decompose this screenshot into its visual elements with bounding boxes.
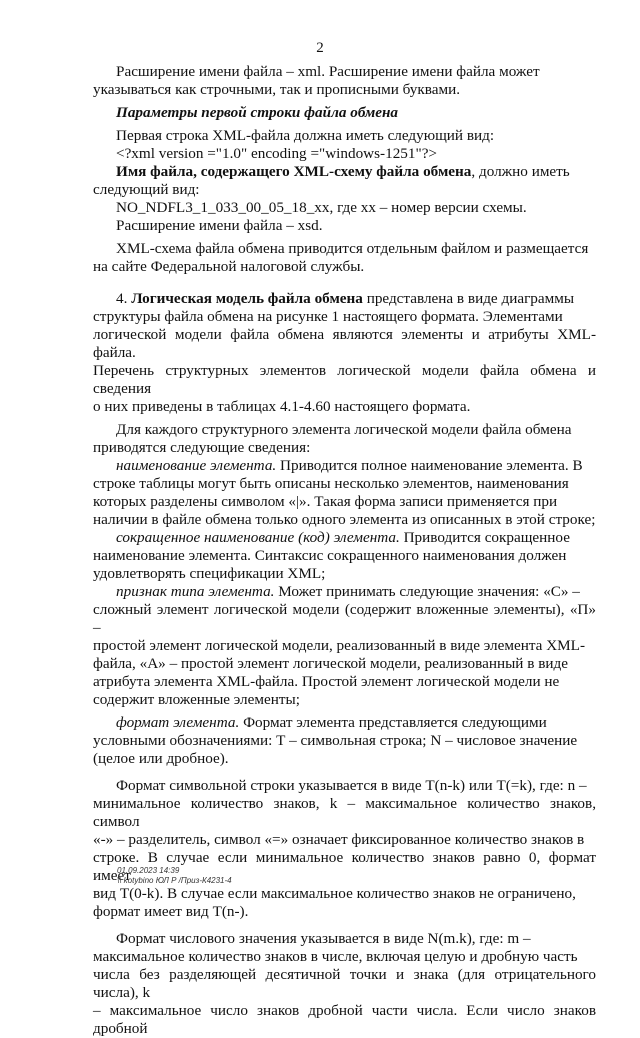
heading-text: Параметры первой строки файла обмена: [116, 104, 399, 121]
italic-term: признак типа элемента.: [116, 583, 275, 600]
text-line: NO_NDFL3_1_033_00_05_18_xx, где хх – номер версии схемы.: [116, 199, 527, 216]
text: Формат элемента представляется следующими: [239, 714, 547, 731]
text-line: Расширение имени файла – xsd.: [116, 217, 323, 234]
text-line: структуры файла обмена на рисунке 1 настоящего формата. Элементами: [93, 308, 563, 325]
text-line: сложный элемент логической модели (содержит вложенные элементы), «П» –: [93, 601, 596, 636]
page-number: 2: [316, 40, 324, 56]
text-line: вид Т(0-k). В случае если максимальное количество знаков не ограничено,: [93, 885, 576, 902]
text-line: «-» – разделитель, символ «=» означает фиксированное количество знаков в: [93, 831, 585, 848]
italic-term: формат элемента.: [116, 714, 240, 731]
italic-term: наименование элемента.: [116, 457, 277, 474]
paragraph: [93, 930, 596, 1038]
code-line: <?xml version ="1.0" encoding ="windows-1251"?>: [116, 145, 437, 162]
text-line: XML-схема файла обмена приводится отдельным файлом и размещается: [116, 240, 589, 257]
text-line: указываться как строчными, так и прописными буквами.: [93, 81, 461, 98]
paragraph: [93, 163, 596, 199]
text-line: Формат символьной строки указывается в виде Т(n-k) или T(=k), где: n –: [116, 777, 587, 794]
paragraph: [116, 199, 596, 235]
bold-text: Логическая модель файла обмена: [131, 290, 363, 307]
paragraph: [93, 290, 596, 416]
paragraph: [116, 127, 596, 163]
text-line: файла, «А» – простой элемент логической модели, реализованный в виде: [93, 655, 568, 672]
text-line: наличии в файле обмена только одного элемента из описанных в этой строке;: [93, 511, 596, 528]
text-line: логической модели файла обмена являются элементы и атрибуты XML-файла.: [93, 326, 596, 361]
paragraph: [93, 63, 596, 99]
text-line: максимальное количество знаков в числе, включая целую и дробную часть: [93, 948, 578, 965]
paragraph: [93, 240, 596, 276]
text-line: Расширение имени файла – xml. Расширение имени файла может: [116, 63, 540, 80]
item-number: 4.: [116, 290, 132, 307]
text-line: удовлетворять спецификации XML;: [93, 565, 326, 582]
text-line: содержит вложенные элементы;: [93, 691, 300, 708]
footer-path: \\ kotybino ЮЛ Р /Приз-К4231-4: [117, 876, 232, 885]
bold-text: Имя файла, содержащего XML-схему файла обмена: [116, 163, 472, 180]
text-line: Формат числового значения указывается в виде N(m.k), где: m –: [116, 930, 531, 947]
text-line: строке таблицы могут быть описаны несколько элементов, наименования: [93, 475, 569, 492]
text: Приводится полное наименование элемента. В: [276, 457, 583, 474]
text-line: числа без разделяющей десятичной точки и знака (для отрицательного числа), k: [93, 966, 596, 1001]
text-line: минимальное количество знаков, k – максимальное количество знаков, символ: [93, 795, 596, 830]
footer-timestamp: 01.09.2023 14:39: [117, 866, 180, 875]
text-line: условными обозначениями: Т – символьная строка; N – числовое значение: [93, 732, 578, 749]
text-line: приводятся следующие сведения:: [93, 439, 311, 456]
document-body: [93, 63, 596, 1038]
text-line: наименование элемента. Синтаксис сокращенного наименования должен: [93, 547, 567, 564]
paragraph: [93, 529, 596, 583]
text-line: которых разделены символом «|». Такая форма записи применяется при: [93, 493, 558, 510]
text-line: Для каждого структурного элемента логической модели файла обмена: [116, 421, 572, 438]
section-heading: [116, 104, 596, 122]
text: Может принимать следующие значения: «С» –: [274, 583, 580, 600]
text-line: простой элемент логической модели, реализованный в виде элемента XML-: [93, 637, 585, 654]
italic-term: сокращенное наименование (код) элемента.: [116, 529, 400, 546]
text-line: следующий вид:: [93, 181, 200, 198]
document-footer: [117, 866, 232, 886]
text-line: о них приведены в таблицах 4.1-4.60 настоящего формата.: [93, 398, 471, 415]
paragraph: [93, 457, 596, 529]
text-line: Перечень структурных элементов логической модели файла обмена и сведения: [93, 362, 596, 397]
text-line: – максимальное число знаков дробной части числа. Если число знаков дробной: [93, 1002, 596, 1037]
text-line: (целое или дробное).: [93, 750, 229, 767]
text-line: на сайте Федеральной налоговой службы.: [93, 258, 365, 275]
text: , должно иметь: [471, 163, 570, 180]
text: представлена в виде диаграммы: [362, 290, 575, 307]
paragraph: [93, 714, 596, 768]
text-line: Первая строка XML-файла должна иметь следующий вид:: [116, 127, 495, 144]
paragraph: [93, 421, 596, 457]
text-line: атрибута элемента XML-файла. Простой элемент логической модели не: [93, 673, 560, 690]
paragraph: [93, 583, 596, 709]
text-line: формат имеет вид Т(n-).: [93, 903, 249, 920]
text-line: строке. В случае если минимальное количество знаков равно 0, формат имеет: [93, 849, 596, 884]
paragraph: [93, 777, 596, 921]
text: Приводится сокращенное: [399, 529, 570, 546]
